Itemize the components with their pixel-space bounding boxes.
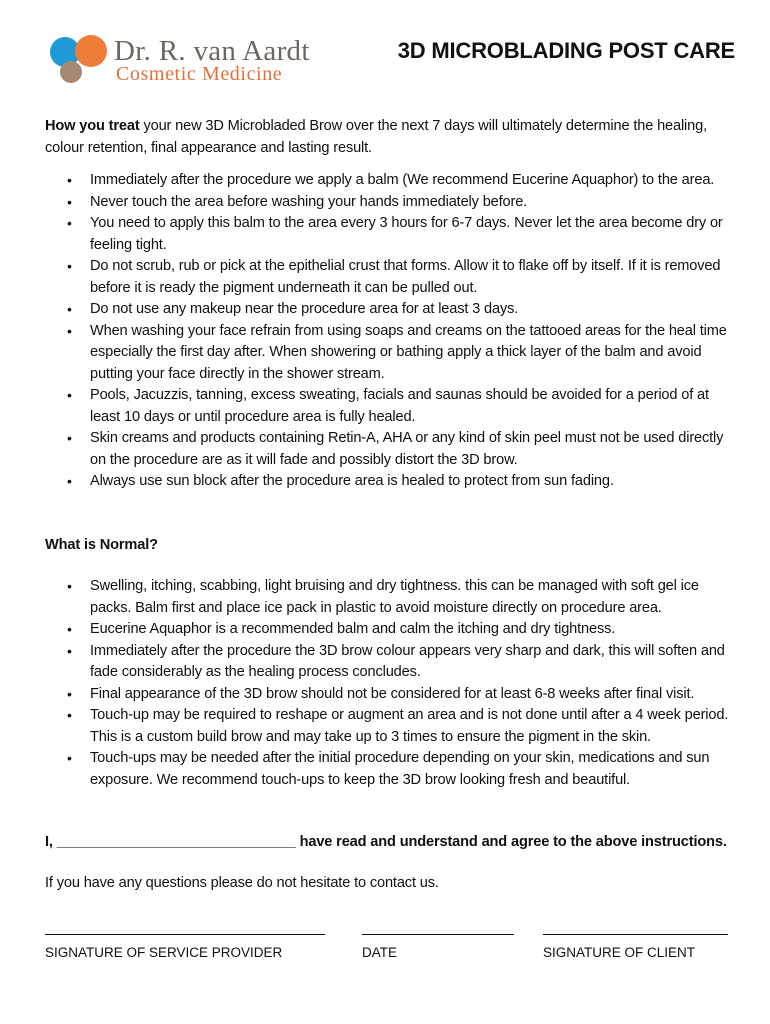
list-item: • Never touch the area before washing your hands immediately before.: [45, 192, 740, 214]
provider-signature-field[interactable]: [45, 934, 325, 960]
document-title: 3D MICROBLADING POST CARE: [397, 38, 735, 63]
acknowledgement-statement: I, ______________________________ have read and understand and agree to the above instructions.: [45, 834, 727, 850]
logo-circles-icon: [48, 33, 112, 89]
list-item: • Immediately after the procedure the 3D brow colour appears very sharp and dark, this will soften and fade considerably as the healing process concludes.: [45, 641, 740, 684]
list-item: • Immediately after the procedure we apply a balm (We recommend Eucerine Aquaphor) to the area.: [45, 170, 740, 192]
list-item: • Final appearance of the 3D brow should not be considered for at least 6-8 weeks after final visit.: [45, 684, 740, 706]
intro-bold: How you treat: [45, 118, 140, 134]
list-item: • Do not scrub, rub or pick at the epithelial crust that forms. Allow it to flake off by itself. If it is removed before it is ready the pigment underneath it can be pulled out.: [45, 256, 740, 299]
list-item: • Skin creams and products containing Retin-A, AHA or any kind of skin peel must not be used directly on the procedure are as it will fade and possibly distort the 3D brow.: [45, 428, 740, 471]
list-item: • When washing your face refrain from using soaps and creams on the tattooed areas for the heal time especially the first day after. When showering or bathing apply a thick layer of the balm and avoid putting your face directly in the shower stream.: [45, 321, 740, 386]
list-item: • Touch-ups may be needed after the initial procedure depending on your skin, medications and sun exposure. We recommend touch-ups to keep the 3D brow looking fresh and beautiful.: [45, 748, 740, 791]
contact-text: If you have any questions please do not hesitate to contact us.: [45, 874, 439, 891]
list-item: • Touch-up may be required to reshape or augment an area and is not done until after a 4 week period. This is a custom build brow and may take up to 3 times to ensure the pigment in the skin.: [45, 705, 740, 748]
logo-subtitle: Cosmetic Medicine: [116, 63, 283, 85]
normal-heading: What is Normal?: [45, 536, 158, 553]
list-item: • Pools, Jacuzzis, tanning, excess sweating, facials and saunas should be avoided for a period of at least 10 days or until procedure area is fully healed.: [45, 385, 740, 428]
signature-line: [543, 934, 728, 935]
client-signature-field[interactable]: [543, 934, 728, 960]
list-item: • Always use sun block after the procedure area is healed to protect from sun fading.: [45, 471, 740, 493]
list-item: • Do not use any makeup near the procedure area for at least 3 days.: [45, 299, 740, 321]
care-list: [45, 170, 740, 493]
list-item: • You need to apply this balm to the area every 3 hours for 6-7 days. Never let the area become dry or feeling tight.: [45, 213, 740, 256]
document-body: [45, 116, 740, 894]
signature-line: [45, 934, 325, 935]
logo-name: Dr. R. van Aardt: [114, 35, 310, 67]
provider-signature-label: SIGNATURE OF SERVICE PROVIDER: [45, 945, 283, 960]
list-item: • Eucerine Aquaphor is a recommended balm and calm the itching and dry tightness.: [45, 619, 740, 641]
logo-orange-circle: [75, 35, 107, 67]
intro-text: your new 3D Microbladed Brow over the next 7 days will ultimately determine the healing, colour retention, final appearance and lasting result.: [45, 118, 707, 156]
date-label: DATE: [362, 945, 398, 960]
list-item: • Swelling, itching, scabbing, light bruising and dry tightness. this can be managed with soft gel ice packs. Balm first and place ice pack in plastic to avoid moisture directly on procedure area.: [45, 576, 740, 619]
clinic-logo: [48, 33, 358, 93]
signature-line: [362, 934, 514, 935]
client-signature-label: SIGNATURE OF CLIENT: [543, 945, 696, 960]
logo-tan-circle: [60, 61, 82, 83]
date-field[interactable]: [362, 934, 514, 960]
normal-list: [45, 576, 740, 791]
intro-paragraph: [45, 116, 740, 159]
